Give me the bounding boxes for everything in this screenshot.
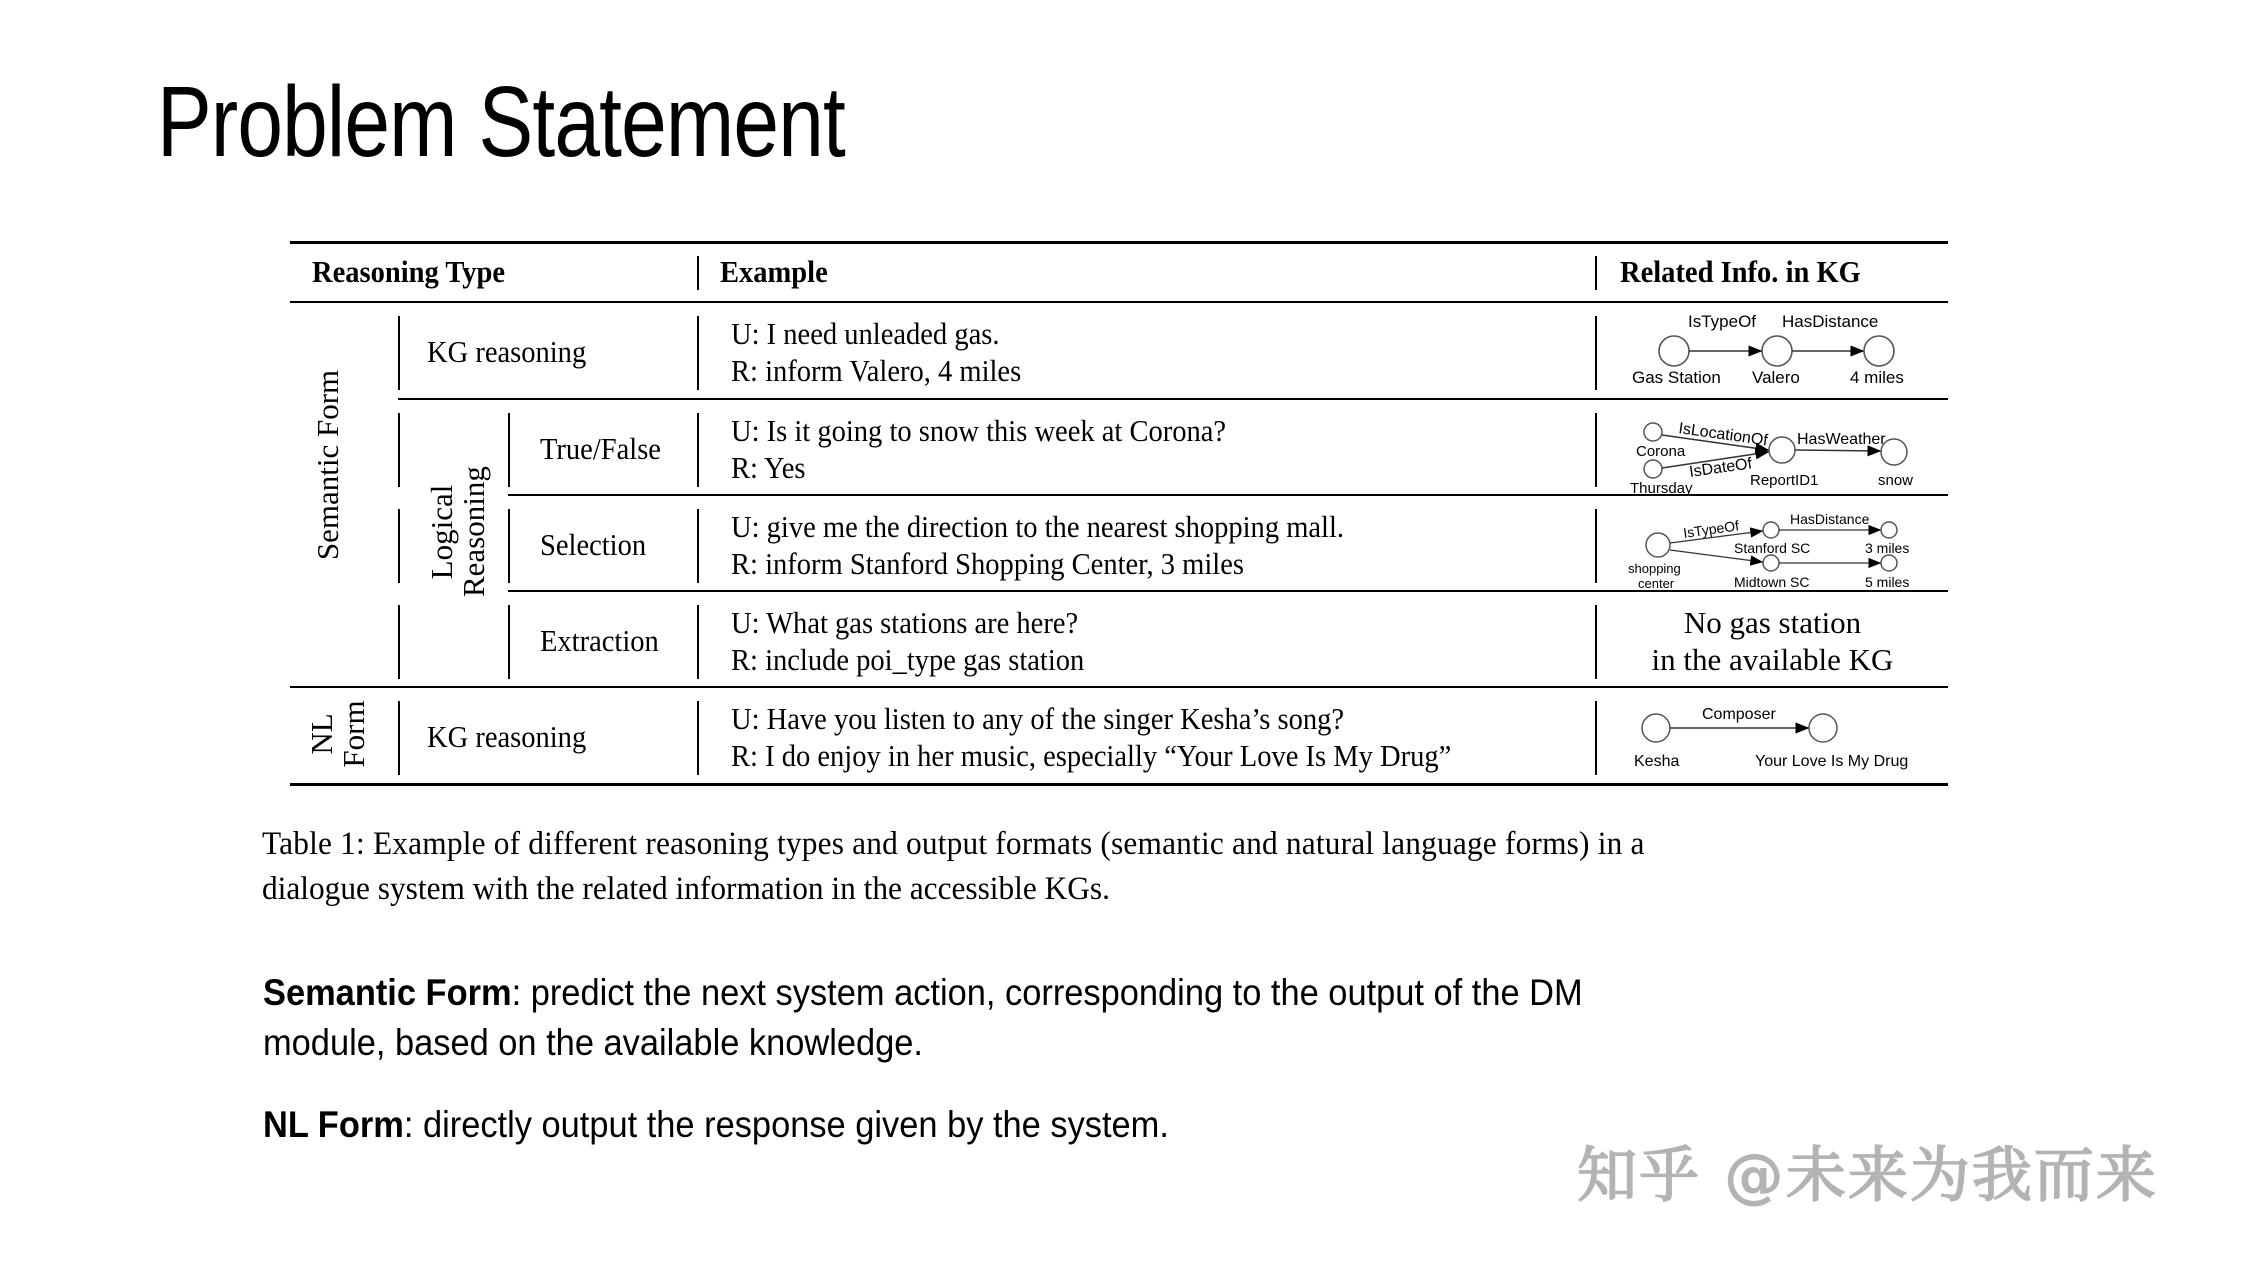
kg-node-label: Thursday bbox=[1630, 480, 1693, 495]
kg-node-label: 4 miles bbox=[1850, 368, 1904, 387]
example-user-utterance: U: I need unleaded gas. bbox=[731, 316, 1000, 351]
separator bbox=[697, 413, 699, 487]
kg-node-label: Gas Station bbox=[1632, 368, 1721, 387]
watermark: 知乎 @未来为我而来 bbox=[1577, 1141, 2158, 1211]
row1-bottom-rule bbox=[398, 398, 1948, 400]
group-label-semantic-form: Semantic Form bbox=[310, 369, 345, 561]
group-label-logical-reasoning bbox=[426, 467, 490, 597]
separator bbox=[697, 701, 699, 775]
kg-node-label: Corona bbox=[1636, 443, 1686, 460]
separator bbox=[398, 509, 400, 583]
separator bbox=[508, 509, 510, 583]
separator bbox=[697, 509, 699, 583]
kg-edge-label: HasDistance bbox=[1790, 511, 1870, 527]
kg-edge-label: HasWeather bbox=[1797, 431, 1886, 448]
kg-diagram-shopping bbox=[1610, 500, 1950, 592]
header-separator-1 bbox=[697, 256, 699, 290]
semantic-form-note bbox=[263, 968, 1583, 1068]
kg-no-info-line2: in the available KG bbox=[1651, 642, 1894, 677]
kg-node-label: 5 miles bbox=[1865, 574, 1910, 590]
separator bbox=[697, 316, 699, 390]
kg-edge-label: IsLocationOf bbox=[1677, 420, 1769, 450]
group-label-nl-form bbox=[306, 694, 370, 774]
separator bbox=[508, 605, 510, 679]
header-reasoning-type: Reasoning Type bbox=[312, 254, 506, 289]
example-user-utterance: U: What gas stations are here? bbox=[731, 605, 1079, 640]
semantic-form-label: Semantic Form bbox=[263, 972, 512, 1013]
kg-edge-label: IsTypeOf bbox=[1682, 517, 1740, 541]
separator bbox=[1595, 413, 1597, 487]
separator bbox=[508, 413, 510, 487]
kg-no-info-line1: No gas station bbox=[1683, 605, 1862, 640]
example-response: R: inform Stanford Shopping Center, 3 miles bbox=[731, 546, 1244, 581]
reasoning-type-cell: KG reasoning bbox=[427, 334, 587, 369]
example-user-utterance: U: Have you listen to any of the singer Kesha’s song? bbox=[731, 701, 1345, 736]
separator bbox=[1595, 509, 1597, 583]
semantic-form-description-cont: module, based on the available knowledge. bbox=[263, 1022, 923, 1063]
caption-line1: Table 1: Example of different reasoning types and output formats (semantic and natural language forms) in a bbox=[262, 826, 1645, 862]
header-separator-2 bbox=[1595, 256, 1597, 290]
reasoning-type-cell: KG reasoning bbox=[427, 719, 587, 754]
nl-label-line2: Form bbox=[336, 700, 371, 768]
kg-node-label: Kesha bbox=[1634, 753, 1680, 770]
logical-label-line2: Reasoning bbox=[456, 466, 491, 597]
kg-no-info-text bbox=[1600, 604, 1945, 678]
semantic-bottom-rule bbox=[290, 686, 1948, 688]
table-caption bbox=[262, 822, 1717, 912]
table-top-rule bbox=[290, 241, 1948, 244]
separator bbox=[398, 316, 400, 390]
kg-node-label: Valero bbox=[1752, 368, 1800, 387]
nl-form-note bbox=[263, 1100, 1169, 1150]
kg-node-label: 3 miles bbox=[1865, 540, 1910, 556]
nl-label-line1: NL bbox=[304, 713, 339, 755]
separator bbox=[1595, 605, 1597, 679]
separator bbox=[398, 605, 400, 679]
separator bbox=[1595, 701, 1597, 775]
reasoning-type-cell: True/False bbox=[540, 431, 661, 466]
example-response: R: include poi_type gas station bbox=[731, 642, 1085, 677]
caption-line2: dialogue system with the related information in the accessible KGs. bbox=[262, 871, 1110, 907]
kg-node-label: Stanford SC bbox=[1734, 540, 1811, 556]
table-bottom-rule bbox=[290, 783, 1948, 786]
example-response: R: Yes bbox=[731, 450, 806, 485]
kg-node-label: snow bbox=[1878, 472, 1914, 489]
example-user-utterance: U: give me the direction to the nearest shopping mall. bbox=[731, 509, 1345, 544]
separator bbox=[1595, 316, 1597, 390]
kg-node-label: Midtown SC bbox=[1734, 574, 1810, 590]
header-related-info: Related Info. in KG bbox=[1620, 254, 1861, 289]
reasoning-type-cell: Selection bbox=[540, 527, 647, 562]
kg-diagram-kesha bbox=[1600, 700, 1945, 780]
kg-node-label: ReportID1 bbox=[1750, 472, 1819, 489]
header-bottom-rule bbox=[290, 301, 1948, 303]
logical-label-line1: Logical bbox=[424, 484, 459, 580]
kg-edge-label: Composer bbox=[1702, 706, 1776, 723]
example-response: R: I do enjoy in her music, especially “Your Love Is My Drug” bbox=[731, 738, 1452, 773]
kg-edge-label: IsDateOf bbox=[1688, 455, 1754, 481]
semantic-form-description: : predict the next system action, corresponding to the output of the DM bbox=[511, 972, 1583, 1013]
separator bbox=[697, 605, 699, 679]
kg-edge-label: HasDistance bbox=[1782, 312, 1879, 331]
example-response: R: inform Valero, 4 miles bbox=[731, 353, 1022, 388]
separator bbox=[398, 701, 400, 775]
kg-node-label: shopping bbox=[1628, 561, 1681, 576]
header-example: Example bbox=[720, 254, 828, 289]
kg-node-label: center bbox=[1638, 576, 1675, 591]
kg-diagram-weather bbox=[1610, 405, 1950, 495]
slide-title: Problem Statement bbox=[157, 66, 845, 178]
example-user-utterance: U: Is it going to snow this week at Corona? bbox=[731, 413, 1227, 448]
separator bbox=[398, 413, 400, 487]
reasoning-type-cell: Extraction bbox=[540, 623, 659, 658]
nl-form-label: NL Form bbox=[263, 1104, 404, 1145]
kg-node-label: Your Love Is My Drug bbox=[1755, 753, 1909, 770]
nl-form-description: : directly output the response given by the system. bbox=[403, 1104, 1169, 1145]
kg-edge-label: IsTypeOf bbox=[1688, 312, 1757, 331]
